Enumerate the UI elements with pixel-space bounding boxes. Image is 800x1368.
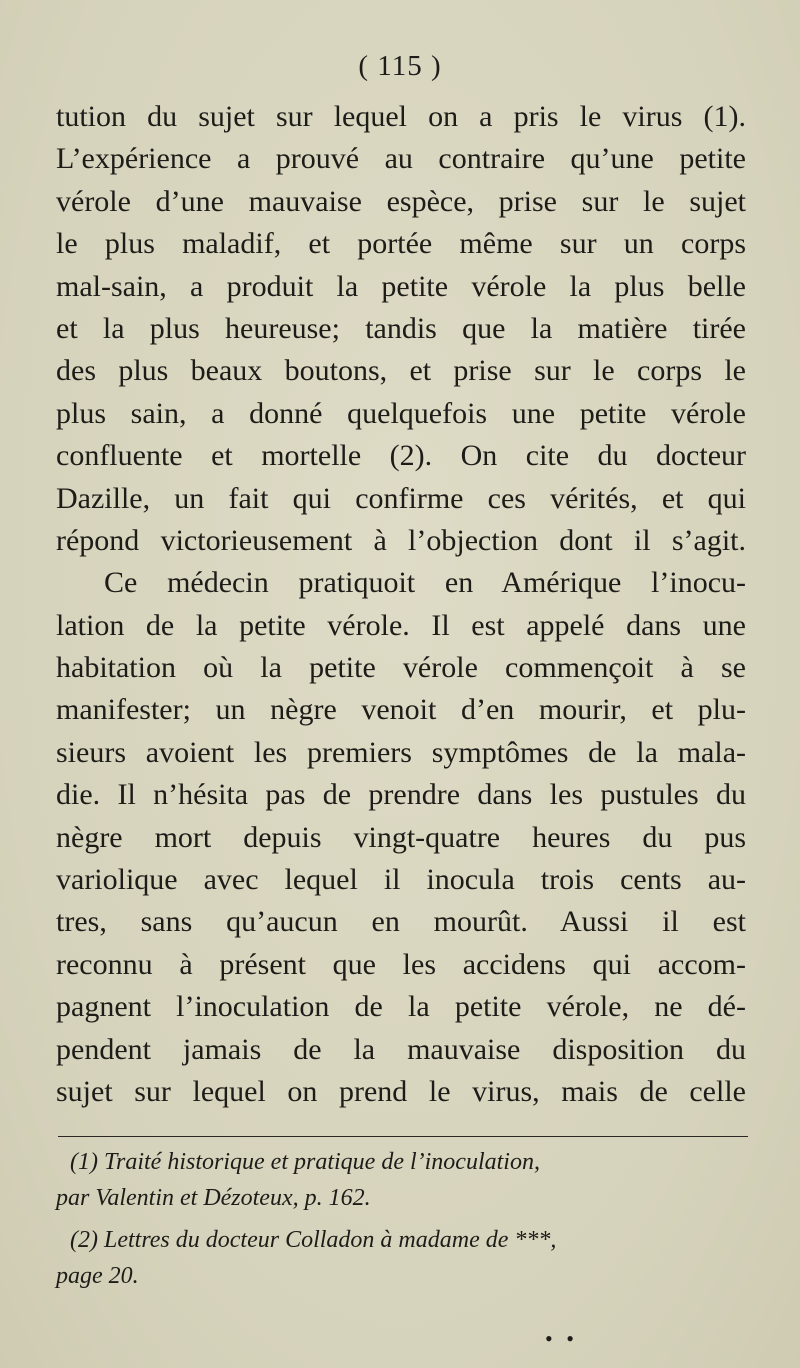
text-line: variolique avec lequel il inocula trois cents au- <box>56 863 746 897</box>
text-line: reconnu à présent que les accidens qui accom- <box>56 947 746 981</box>
text-line: confluente et mortelle (2). On cite du docteur <box>56 439 746 473</box>
text-line: tres, sans qu’aucun en mourût. Aussi il est <box>56 905 746 939</box>
paragraph-start-line: Ce médecin pratiquoit en Amérique l’inocu- <box>104 566 746 600</box>
footnote-divider <box>58 1136 748 1137</box>
text-line: mal-sain, a produit la petite vérole la plus belle <box>56 269 746 303</box>
footnote-2-line-2: page 20. <box>56 1263 139 1289</box>
text-line: Dazille, un fait qui confirme ces vérités, et qui <box>56 481 746 515</box>
text-line: vérole d’une mauvaise espèce, prise sur le sujet <box>56 184 746 218</box>
footnote-2-line-1: (2) Lettres du docteur Colladon à madame de ***, <box>70 1227 557 1253</box>
text-line: habitation où la petite vérole commençoit à se <box>56 651 746 685</box>
text-line: nègre mort depuis vingt-quatre heures du pus <box>56 820 746 854</box>
text-line: le plus maladif, et portée même sur un corps <box>56 227 746 261</box>
footnote-1-line-2: par Valentin et Dézoteux, p. 162. <box>56 1185 371 1211</box>
text-line: plus sain, a donné quelquefois une petite vérole <box>56 396 746 430</box>
text-line: des plus beaux boutons, et prise sur le corps le <box>56 354 746 388</box>
body-text <box>56 96 746 1113</box>
text-line: pendent jamais de la mauvaise disposition du <box>56 1032 746 1066</box>
text-line: pagnent l’inoculation de la petite vérole, ne dé- <box>56 990 746 1024</box>
text-line: tution du sujet sur lequel on a pris le virus (1). <box>56 100 746 133</box>
text-line: et la plus heureuse; tandis que la matière tirée <box>56 311 746 345</box>
text-line: L’expérience a prouvé au contraire qu’une petite <box>56 142 746 176</box>
text-line: sujet sur lequel on prend le virus, mais de celle <box>56 1074 746 1108</box>
text-line: lation de la petite vérole. Il est appelé dans une <box>56 608 746 642</box>
page-number: ( 115 ) <box>358 50 442 82</box>
signature-mark: • • <box>545 1326 578 1351</box>
text-line: sieurs avoient les premiers symptômes de la mala- <box>56 735 746 769</box>
footnote-1-line-1: (1) Traité historique et pratique de l’inoculation, <box>70 1149 540 1175</box>
text-line: die. Il n’hésita pas de prendre dans les pustules du <box>56 778 746 812</box>
footnotes <box>56 1144 746 1294</box>
text-line: manifester; un nègre venoit d’en mourir, et plu- <box>56 693 746 727</box>
text-line: répond victorieusement à l’objection dont il s’agit. <box>56 523 746 557</box>
